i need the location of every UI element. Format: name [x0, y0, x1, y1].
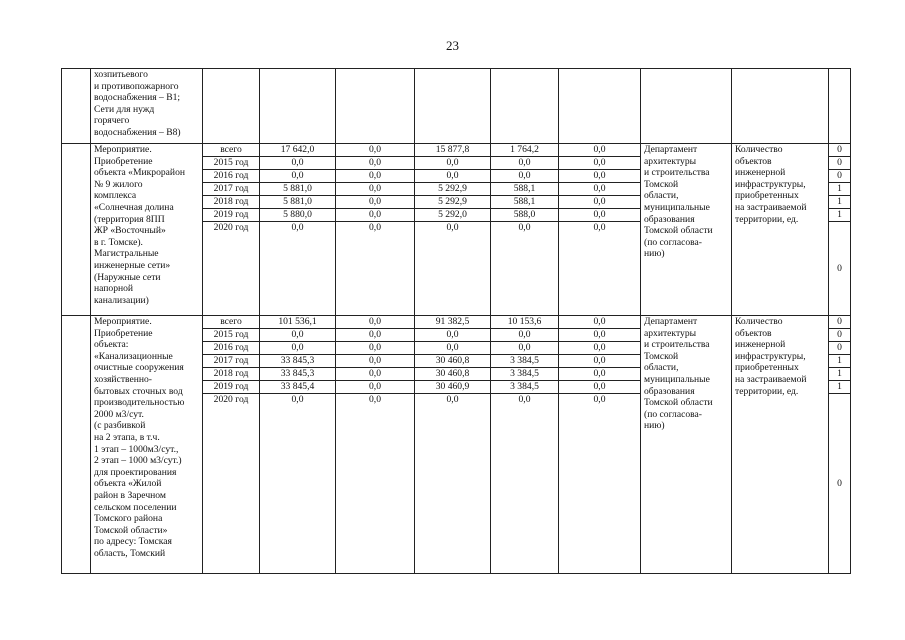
indicator-value: 1 — [829, 368, 851, 381]
year-cell: 2019 год — [203, 209, 260, 222]
year-cell: всего — [203, 144, 260, 157]
amount-total: 33 845,4 — [260, 381, 336, 394]
amount-reg: 0,0 — [415, 342, 491, 355]
event-name: Мероприятие. Приобретение объекта: «Канализационные очистные сооружения хозяйственно- бытовых сточных вод производительностью 2000 м3/сут. (с разбивкой на 2 этапа, в т.ч. 1 этап – 1000м3/сут., 2 этап – 1000 м3/сут.) для проектирования объекта «Жилой район в Заречном сельском поселении Томского района Томской области» по адресу: Томская область, Томский — [91, 316, 203, 574]
amount-other: 0,0 — [559, 144, 641, 157]
index-cell — [62, 69, 91, 144]
year-cell: 2017 год — [203, 183, 260, 196]
empty-cell — [260, 69, 336, 144]
amount-other: 0,0 — [559, 329, 641, 342]
program-table — [61, 68, 851, 574]
indicator-value: 0 — [829, 342, 851, 355]
year-cell: 2019 год — [203, 381, 260, 394]
amount-other: 0,0 — [559, 170, 641, 183]
empty-cell — [732, 69, 829, 144]
amount-total: 5 881,0 — [260, 196, 336, 209]
indicator-value: 0 — [829, 144, 851, 157]
year-cell: 2018 год — [203, 368, 260, 381]
amount-fed: 0,0 — [336, 183, 415, 196]
amount-fed: 0,0 — [336, 144, 415, 157]
amount-fed: 0,0 — [336, 329, 415, 342]
year-cell: 2015 год — [203, 157, 260, 170]
empty-cell — [829, 69, 851, 144]
continuation-text: хозпитьевого и противопожарного водоснабжения – В1; Сети для нужд горячего водоснабжения – В8) — [91, 69, 203, 144]
amount-loc: 588,1 — [491, 196, 559, 209]
executor: Департамент архитектуры и строительства Томской области, муниципальные образования Томской области (по согласова- нию) — [641, 316, 732, 574]
indicator-value: 0 — [829, 316, 851, 329]
indicator-value: 1 — [829, 209, 851, 222]
continuation-row — [62, 69, 851, 144]
year-cell: 2016 год — [203, 170, 260, 183]
amount-reg: 91 382,5 — [415, 316, 491, 329]
amount-other: 0,0 — [559, 209, 641, 222]
amount-other: 0,0 — [559, 381, 641, 394]
index-cell — [62, 316, 91, 574]
empty-cell — [491, 69, 559, 144]
amount-reg: 30 460,8 — [415, 368, 491, 381]
year-cell: 2015 год — [203, 329, 260, 342]
amount-reg: 5 292,0 — [415, 209, 491, 222]
amount-loc: 0,0 — [491, 222, 559, 316]
amount-total: 0,0 — [260, 222, 336, 316]
empty-cell — [559, 69, 641, 144]
amount-reg: 5 292,9 — [415, 183, 491, 196]
amount-total: 0,0 — [260, 157, 336, 170]
amount-total: 5 881,0 — [260, 183, 336, 196]
empty-cell — [336, 69, 415, 144]
amount-reg: 5 292,9 — [415, 196, 491, 209]
amount-total: 0,0 — [260, 170, 336, 183]
indicator-value: 0 — [829, 222, 851, 316]
year-cell: всего — [203, 316, 260, 329]
amount-reg: 0,0 — [415, 222, 491, 316]
amount-loc: 0,0 — [491, 342, 559, 355]
year-cell: 2020 год — [203, 394, 260, 574]
indicator-value: 0 — [829, 170, 851, 183]
amount-other: 0,0 — [559, 222, 641, 316]
amount-total: 0,0 — [260, 394, 336, 574]
amount-reg: 15 877,8 — [415, 144, 491, 157]
page-number: 23 — [446, 38, 459, 53]
empty-cell — [203, 69, 260, 144]
amount-fed: 0,0 — [336, 316, 415, 329]
indicator-name: Количество объектов инженерной инфраструктуры, приобретенных на застраиваемой территории, ед. — [732, 144, 829, 316]
amount-loc: 10 153,6 — [491, 316, 559, 329]
amount-loc: 588,1 — [491, 183, 559, 196]
indicator-value: 1 — [829, 183, 851, 196]
amount-reg: 30 460,8 — [415, 355, 491, 368]
indicator-value: 0 — [829, 157, 851, 170]
year-cell: 2018 год — [203, 196, 260, 209]
amount-loc: 1 764,2 — [491, 144, 559, 157]
amount-reg: 0,0 — [415, 170, 491, 183]
amount-other: 0,0 — [559, 394, 641, 574]
amount-other: 0,0 — [559, 342, 641, 355]
year-cell: 2020 год — [203, 222, 260, 316]
amount-reg: 0,0 — [415, 157, 491, 170]
amount-reg: 0,0 — [415, 329, 491, 342]
amount-fed: 0,0 — [336, 209, 415, 222]
amount-total: 0,0 — [260, 342, 336, 355]
indicator-value: 0 — [829, 394, 851, 574]
empty-cell — [641, 69, 732, 144]
amount-other: 0,0 — [559, 368, 641, 381]
indicator-value: 1 — [829, 355, 851, 368]
amount-other: 0,0 — [559, 196, 641, 209]
index-cell — [62, 144, 91, 316]
amount-fed: 0,0 — [336, 394, 415, 574]
table-body — [62, 69, 851, 574]
indicator-value: 1 — [829, 381, 851, 394]
event-name: Мероприятие. Приобретение объекта «Микрорайон № 9 жилого комплекса «Солнечная долина (территория 8ПП ЖР «Восточный» в г. Томске). Магистральные инженерные сети» (Наружные сети напорной канализации) — [91, 144, 203, 316]
amount-total: 17 642,0 — [260, 144, 336, 157]
amount-loc: 0,0 — [491, 329, 559, 342]
amount-other: 0,0 — [559, 157, 641, 170]
amount-total: 33 845,3 — [260, 355, 336, 368]
amount-total: 101 536,1 — [260, 316, 336, 329]
amount-fed: 0,0 — [336, 170, 415, 183]
amount-total: 5 880,0 — [260, 209, 336, 222]
amount-fed: 0,0 — [336, 368, 415, 381]
amount-fed: 0,0 — [336, 342, 415, 355]
amount-fed: 0,0 — [336, 157, 415, 170]
indicator-value: 0 — [829, 329, 851, 342]
year-cell: 2017 год — [203, 355, 260, 368]
indicator-value: 1 — [829, 196, 851, 209]
amount-other: 0,0 — [559, 316, 641, 329]
amount-other: 0,0 — [559, 355, 641, 368]
executor: Департамент архитектуры и строительства Томской области, муниципальные образования Томской области (по согласова- нию) — [641, 144, 732, 316]
amount-fed: 0,0 — [336, 196, 415, 209]
amount-loc: 3 384,5 — [491, 368, 559, 381]
year-cell: 2016 год — [203, 342, 260, 355]
amount-loc: 3 384,5 — [491, 381, 559, 394]
amount-loc: 0,0 — [491, 394, 559, 574]
amount-total: 0,0 — [260, 329, 336, 342]
amount-loc: 0,0 — [491, 157, 559, 170]
empty-cell — [415, 69, 491, 144]
indicator-name: Количество объектов инженерной инфраструктуры, приобретенных на застраиваемой территории, ед. — [732, 316, 829, 574]
amount-fed: 0,0 — [336, 355, 415, 368]
amount-fed: 0,0 — [336, 381, 415, 394]
amount-other: 0,0 — [559, 183, 641, 196]
amount-reg: 0,0 — [415, 394, 491, 574]
amount-fed: 0,0 — [336, 222, 415, 316]
table-row — [62, 144, 851, 157]
amount-reg: 30 460,9 — [415, 381, 491, 394]
amount-total: 33 845,3 — [260, 368, 336, 381]
amount-loc: 0,0 — [491, 170, 559, 183]
amount-loc: 588,0 — [491, 209, 559, 222]
table-row — [62, 316, 851, 329]
amount-loc: 3 384,5 — [491, 355, 559, 368]
